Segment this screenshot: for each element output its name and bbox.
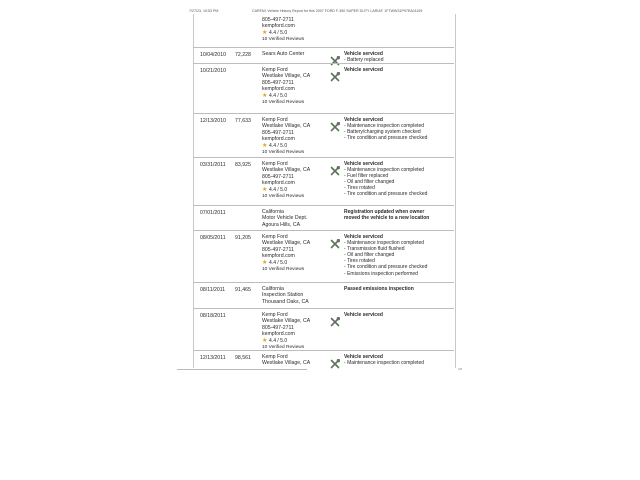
record-details [344,312,454,318]
record-date: 10/04/2010 [200,52,226,58]
source-line: kempford.com [262,331,295,338]
source-line: 805-497-2711 [262,17,294,23]
event-title: Vehicle serviced [344,51,383,57]
record-row [193,157,454,205]
rating-row [262,187,332,194]
record-source [262,286,332,305]
verified-reviews-link[interactable]: 10 Verified Reviews [262,344,305,350]
record-row [193,350,454,368]
record-row [193,113,454,157]
record-row [193,205,454,230]
source-line: California [262,209,284,215]
event-detail-item: - Transmission fluid flushed [344,246,405,253]
source-line: 805-497-2711 [262,129,294,136]
source-line: Kemp Ford [262,234,288,240]
event-detail-item: - Fuel filter replaced [344,173,389,180]
source-line: 805-497-2711 [262,79,294,86]
event-detail-item: - Maintenance inspection completed [344,167,425,174]
event-detail-item: - Oil and filter changed [344,179,395,186]
star-icon: ★ [262,337,270,344]
rating-value: 4.4 / 5.0 [269,337,288,344]
rating-row [262,93,332,100]
rating-row [262,338,332,345]
event-detail-item: - Tires rotated [344,185,375,192]
record-source [262,17,332,43]
footer-rule [177,369,307,370]
star-icon: ★ [262,142,270,149]
record-source [262,51,332,57]
record-details [344,234,454,277]
rating-row [262,143,332,150]
wrench-screwdriver-icon [330,356,340,366]
record-odometer: 72,228 [235,52,251,58]
source-line: Agoura Hills, CA [262,221,301,228]
star-icon: ★ [262,259,270,266]
rating-value: 4.4 / 5.0 [269,186,288,193]
event-detail-item: - Battery replaced [344,57,384,64]
source-line: Kemp Ford [262,117,288,123]
record-odometer: 91,205 [235,235,251,241]
event-detail-item: - Maintenance inspection completed [344,123,425,130]
record-source [262,67,332,106]
rating-row [262,30,332,37]
source-line: kempford.com [262,253,295,260]
star-icon: ★ [262,29,270,36]
record-odometer: 83,925 [235,162,251,168]
event-title: Vehicle serviced [344,67,383,73]
event-detail-item: - Tires rotated [344,258,375,265]
event-title: Vehicle serviced [344,234,383,240]
star-icon: ★ [262,92,270,99]
event-detail-item: - Emissions inspection performed [344,270,418,277]
verified-reviews-link[interactable]: 10 Verified Reviews [262,99,305,105]
source-line: kempford.com [262,23,295,30]
event-detail-item: - Tire condition and pressure checked [344,264,428,271]
record-row [193,308,454,350]
source-line: Westlake Village, CA [262,73,311,80]
event-title: Passed emissions inspection [344,286,414,292]
record-odometer: 98,561 [235,355,251,361]
report-footer [177,367,462,373]
verified-reviews-link[interactable]: 10 Verified Reviews [262,36,305,42]
source-line: Kemp Ford [262,161,288,167]
source-line: Kemp Ford [262,312,288,318]
record-date: 10/21/2010 [200,68,226,74]
source-line: California [262,286,284,292]
record-date: 08/11/2011 [200,287,226,293]
source-line: 805-497-2711 [262,173,294,180]
source-line: Kemp Ford [262,67,288,73]
event-title: Vehicle serviced [344,161,383,167]
rating-row [262,260,332,267]
source-line: 805-497-2711 [262,246,294,253]
record-source [262,234,332,273]
verified-reviews-link[interactable]: 10 Verified Reviews [262,193,305,199]
verified-reviews-link[interactable]: 10 Verified Reviews [262,149,305,155]
event-detail-item: - Maintenance inspection completed [344,240,425,247]
page-number: 4/8 [457,367,462,371]
record-date: 08/18/2011 [200,313,226,319]
record-source [262,209,332,228]
wrench-screwdriver-icon [330,69,340,79]
record-details [344,117,454,141]
record-row [193,230,454,282]
record-date: 03/31/2011 [200,162,226,168]
event-detail-item: - Tire condition and pressure checked [344,135,428,142]
rating-value: 4.4 / 5.0 [269,92,288,99]
rating-value: 4.4 / 5.0 [269,29,288,36]
source-line: kempford.com [262,180,295,187]
source-line: Inspection Station [262,292,304,299]
rating-value: 4.4 / 5.0 [269,142,288,149]
event-detail-item: - Tire condition and pressure checked [344,191,428,198]
record-date: 12/13/2010 [200,118,226,124]
verified-reviews-link[interactable]: 10 Verified Reviews [262,266,305,272]
record-details [344,161,454,198]
record-date: 12/13/2011 [200,355,226,361]
wrench-screwdriver-icon [330,314,340,324]
record-row [193,282,454,308]
source-line: Westlake Village, CA [262,167,311,174]
source-line: Westlake Village, CA [262,123,311,130]
star-icon: ★ [262,186,270,193]
event-title: Registration updated when owner moved the vehicle to a new location [344,209,430,222]
rating-value: 4.4 / 5.0 [269,259,288,266]
record-source [262,312,332,351]
wrench-screwdriver-icon [330,236,340,246]
record-details [344,209,454,221]
record-details [344,67,454,73]
source-line: Kemp Ford [262,354,288,360]
record-odometer: 91,465 [235,287,251,293]
source-line: Westlake Village, CA [262,240,311,247]
record-row [193,63,454,113]
source-line: kempford.com [262,86,295,93]
wrench-screwdriver-icon [330,119,340,129]
record-source [262,117,332,156]
source-line: Motor Vehicle Dept. [262,215,308,222]
source-line: kempford.com [262,136,295,143]
wrench-screwdriver-icon [330,163,340,173]
record-details [344,51,454,63]
event-title: Vehicle serviced [344,312,383,318]
record-source [262,161,332,200]
record-odometer: 77,633 [235,118,251,124]
header-title: CARFAX Vehicle History Report for this 2007 FORD F-350 SUPER DUTY LARIAT: 1FTWW31P97EA01159 [252,9,423,13]
wrench-screwdriver-icon [330,53,340,63]
event-title: Vehicle serviced [344,354,383,360]
record-source [262,354,332,367]
record-date: 07/01/2011 [200,210,226,216]
event-detail-item: - Battery/charging system checked [344,129,421,136]
event-detail-item: - Maintenance inspection completed [344,360,425,367]
record-date: 08/05/2011 [200,235,226,241]
event-title: Vehicle serviced [344,117,383,123]
source-line: 805-497-2711 [262,324,294,331]
record-row [193,14,454,47]
event-detail-item: - Oil and filter changed [344,252,395,259]
record-row [193,47,454,63]
source-line: Sears Auto Center [262,51,305,57]
source-line: Westlake Village, CA [262,360,311,367]
header-timestamp: 7/27/23, 10:53 PM [189,9,219,13]
source-line: Westlake Village, CA [262,318,311,325]
record-details [344,354,454,366]
source-line: Thousand Oaks, CA [262,298,309,305]
record-details [344,286,454,292]
